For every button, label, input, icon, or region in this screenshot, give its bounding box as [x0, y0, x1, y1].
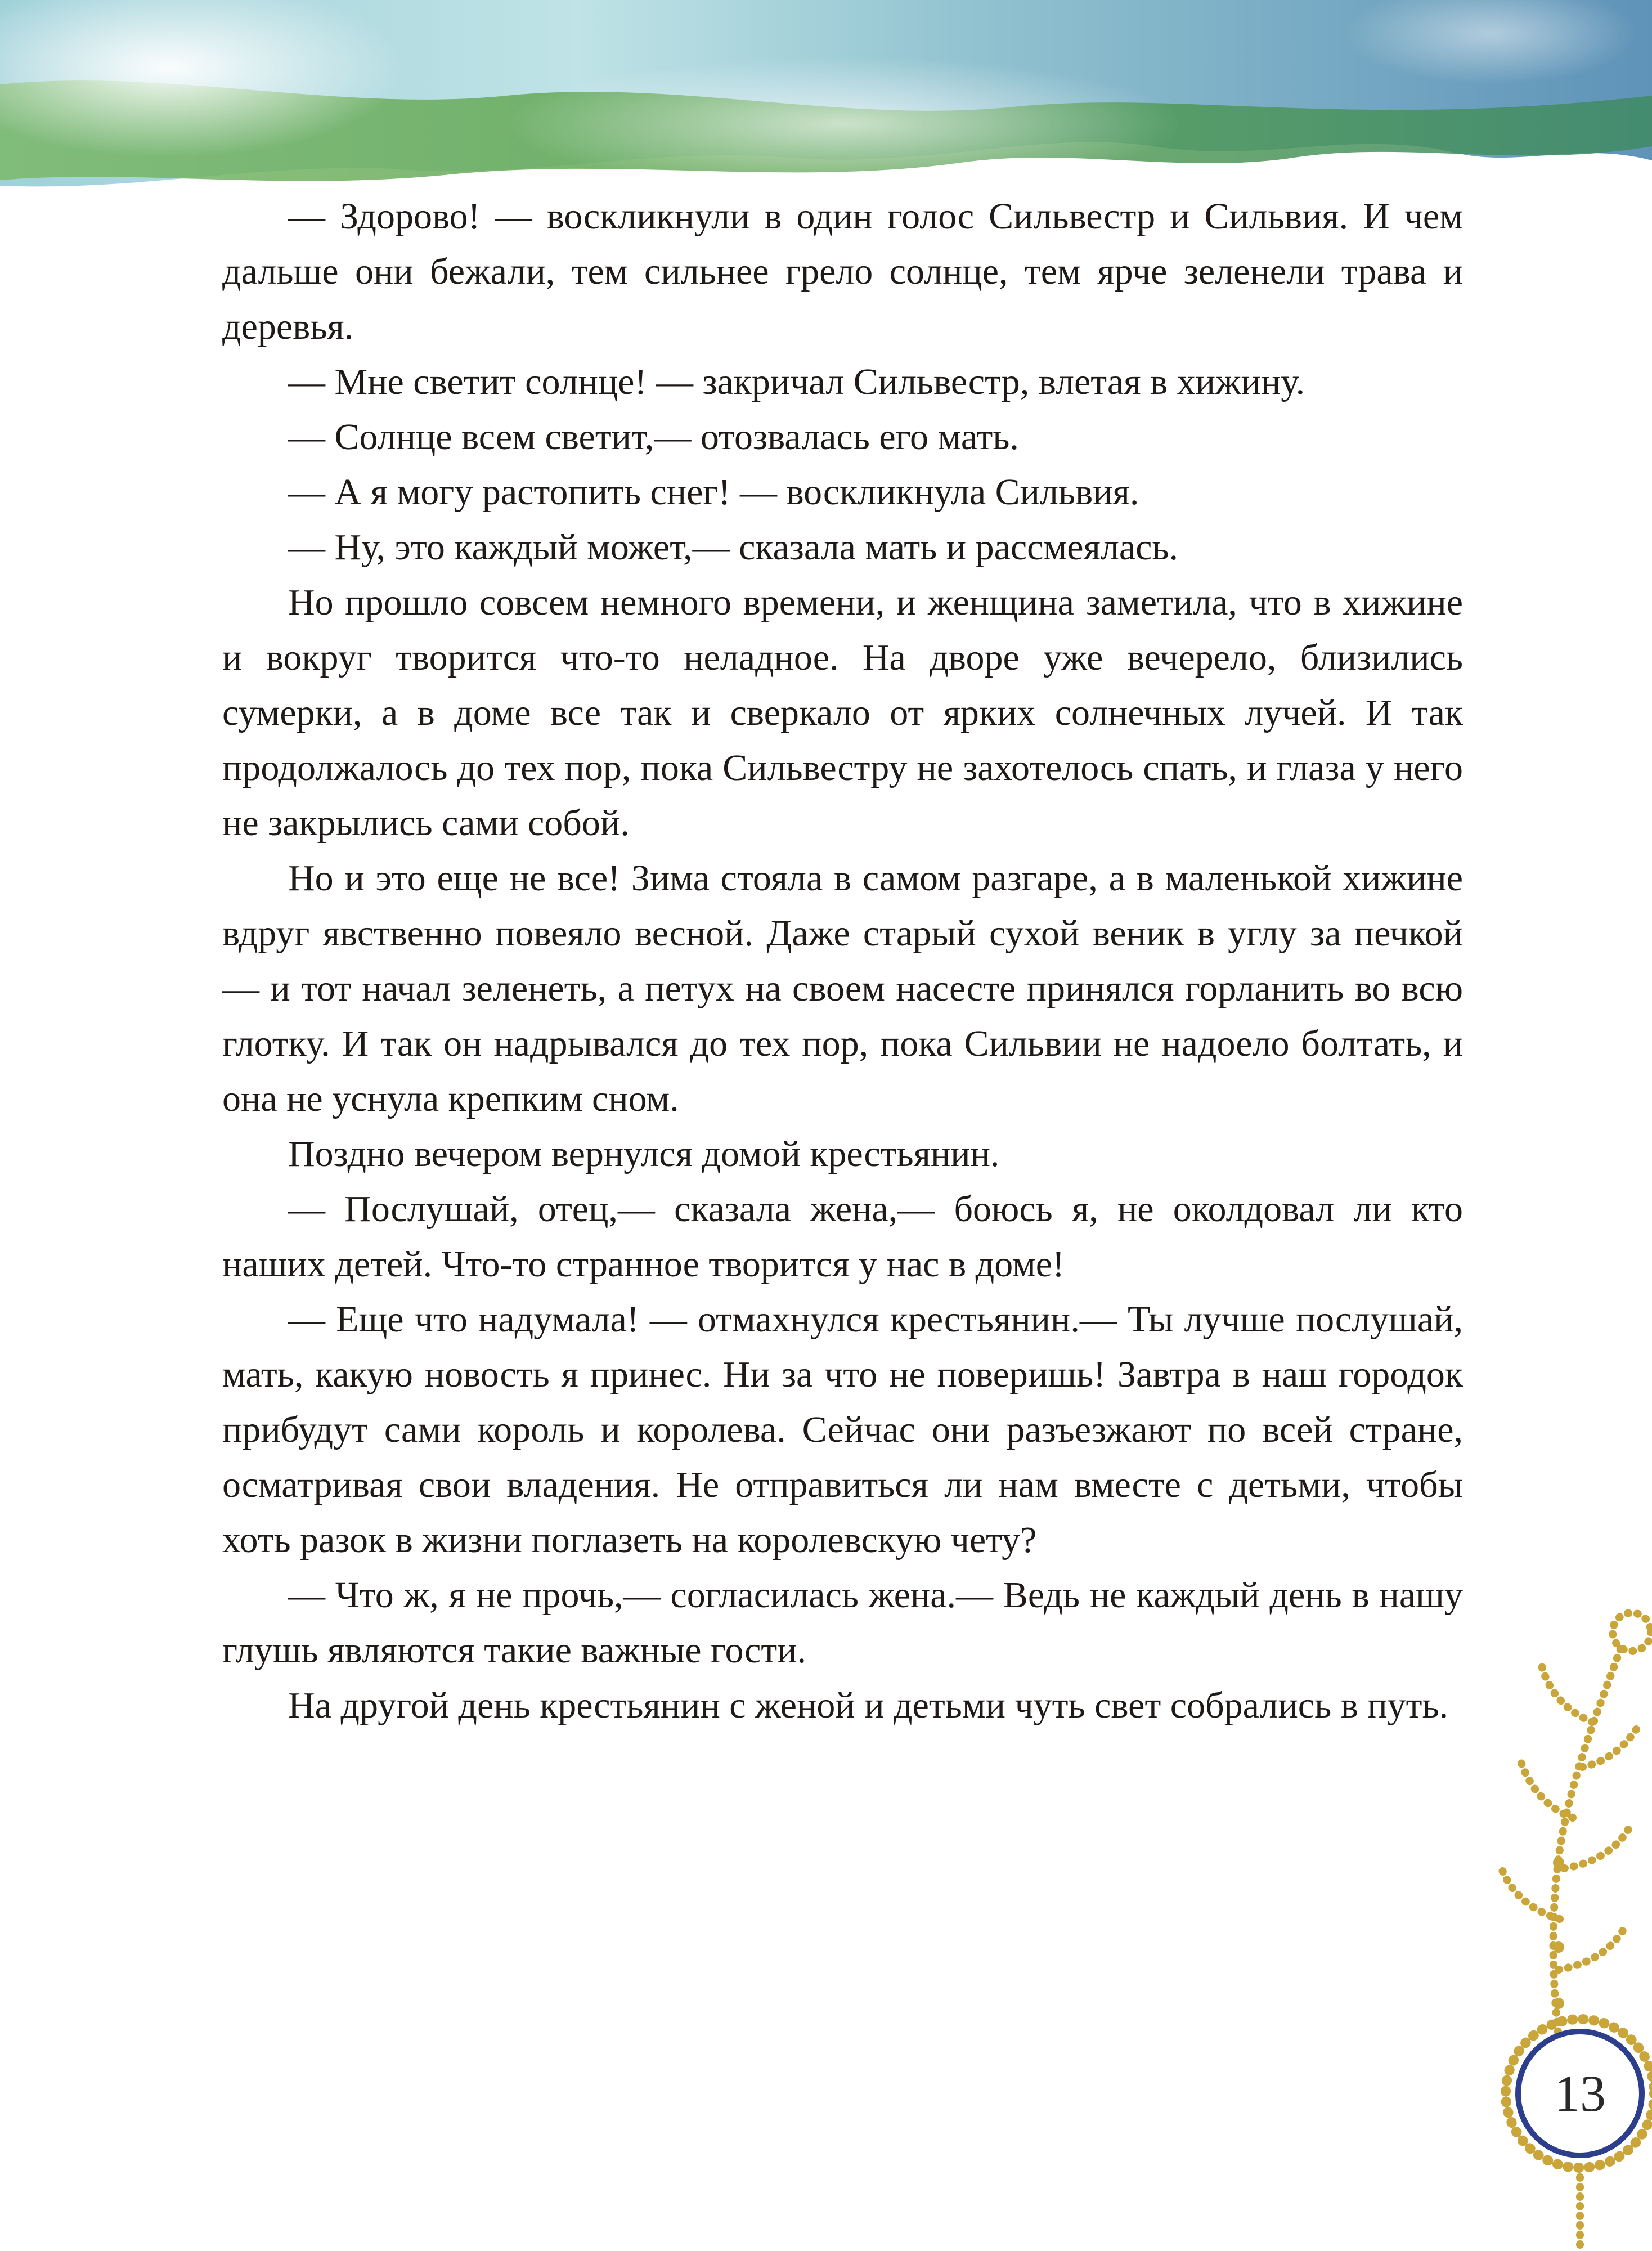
story-text — [222, 189, 1463, 1733]
paragraph: — Что ж, я не прочь,— согласилась жена.— Ведь не каждый день в нашу глушь являются такие важные гости. — [222, 1575, 1463, 1671]
paragraph: — Ну, это каждый может,— сказала мать и рассмеялась. — [288, 527, 1179, 568]
page-number: 13 — [1554, 2065, 1606, 2122]
paragraph: — Мне светит солнце! — закричал Сильвестр, влетая в хижину. — [288, 361, 1305, 402]
golden-beaded-ornament — [1452, 1598, 1652, 2251]
paragraph: Но прошло совсем немного времени, и женщина заметила, что в хижине и вокруг творится что-то неладное. На дворе уже вечерело, близились сумерки, а в доме все так и сверкало от ярких солнечных лучей. И так продолжалось до тех пор, пока Сильвестру не захотелось спать, и глаза у него не закрылись сами собой. — [222, 582, 1463, 844]
paragraph: На другой день крестьянин с женой и детьми чуть свет собрались в путь. — [288, 1685, 1449, 1726]
paragraph: — А я могу растопить снег! — воскликнула Сильвия. — [288, 472, 1139, 513]
paragraph: Но и это еще не все! Зима стояла в самом разгаре, а в маленькой хижине вдруг явственно повеяло весной. Даже старый сухой веник в углу за печкой — и тот начал зеленеть, а петух на своем насесте принялся горланить во всю глотку. И так он надрывался до тех пор, пока Сильвии не надоело болтать, и она не уснула крепким сном. — [222, 858, 1463, 1119]
paragraph: — Еще что надумала! — отмахнулся крестьянин.— Ты лучше послушай, мать, какую новость я принес. Ни за что не поверишь! Завтра в наш городок прибудут сами король и королева. Сейчас они разъезжают по всей стране, осматривая свои владения. Не отправиться ли нам вместе с детьми, чтобы хоть разок в жизни поглазеть на королевскую чету? — [222, 1299, 1463, 1561]
paragraph: — Солнце всем светит,— отозвалась его мать. — [288, 416, 1019, 458]
paragraph: Поздно вечером вернулся домой крестьянин. — [288, 1133, 1000, 1174]
paragraph: — Послушай, отец,— сказала жена,— боюсь я, не околдовал ли кто наших детей. Что-то странное творится у нас в доме! — [222, 1189, 1463, 1285]
paragraph: — Здорово! — воскликнули в один голос Сильвестр и Сильвия. И чем дальше они бежали, тем сильнее грело солнце, тем ярче зеленели трава и деревья. — [222, 196, 1463, 347]
